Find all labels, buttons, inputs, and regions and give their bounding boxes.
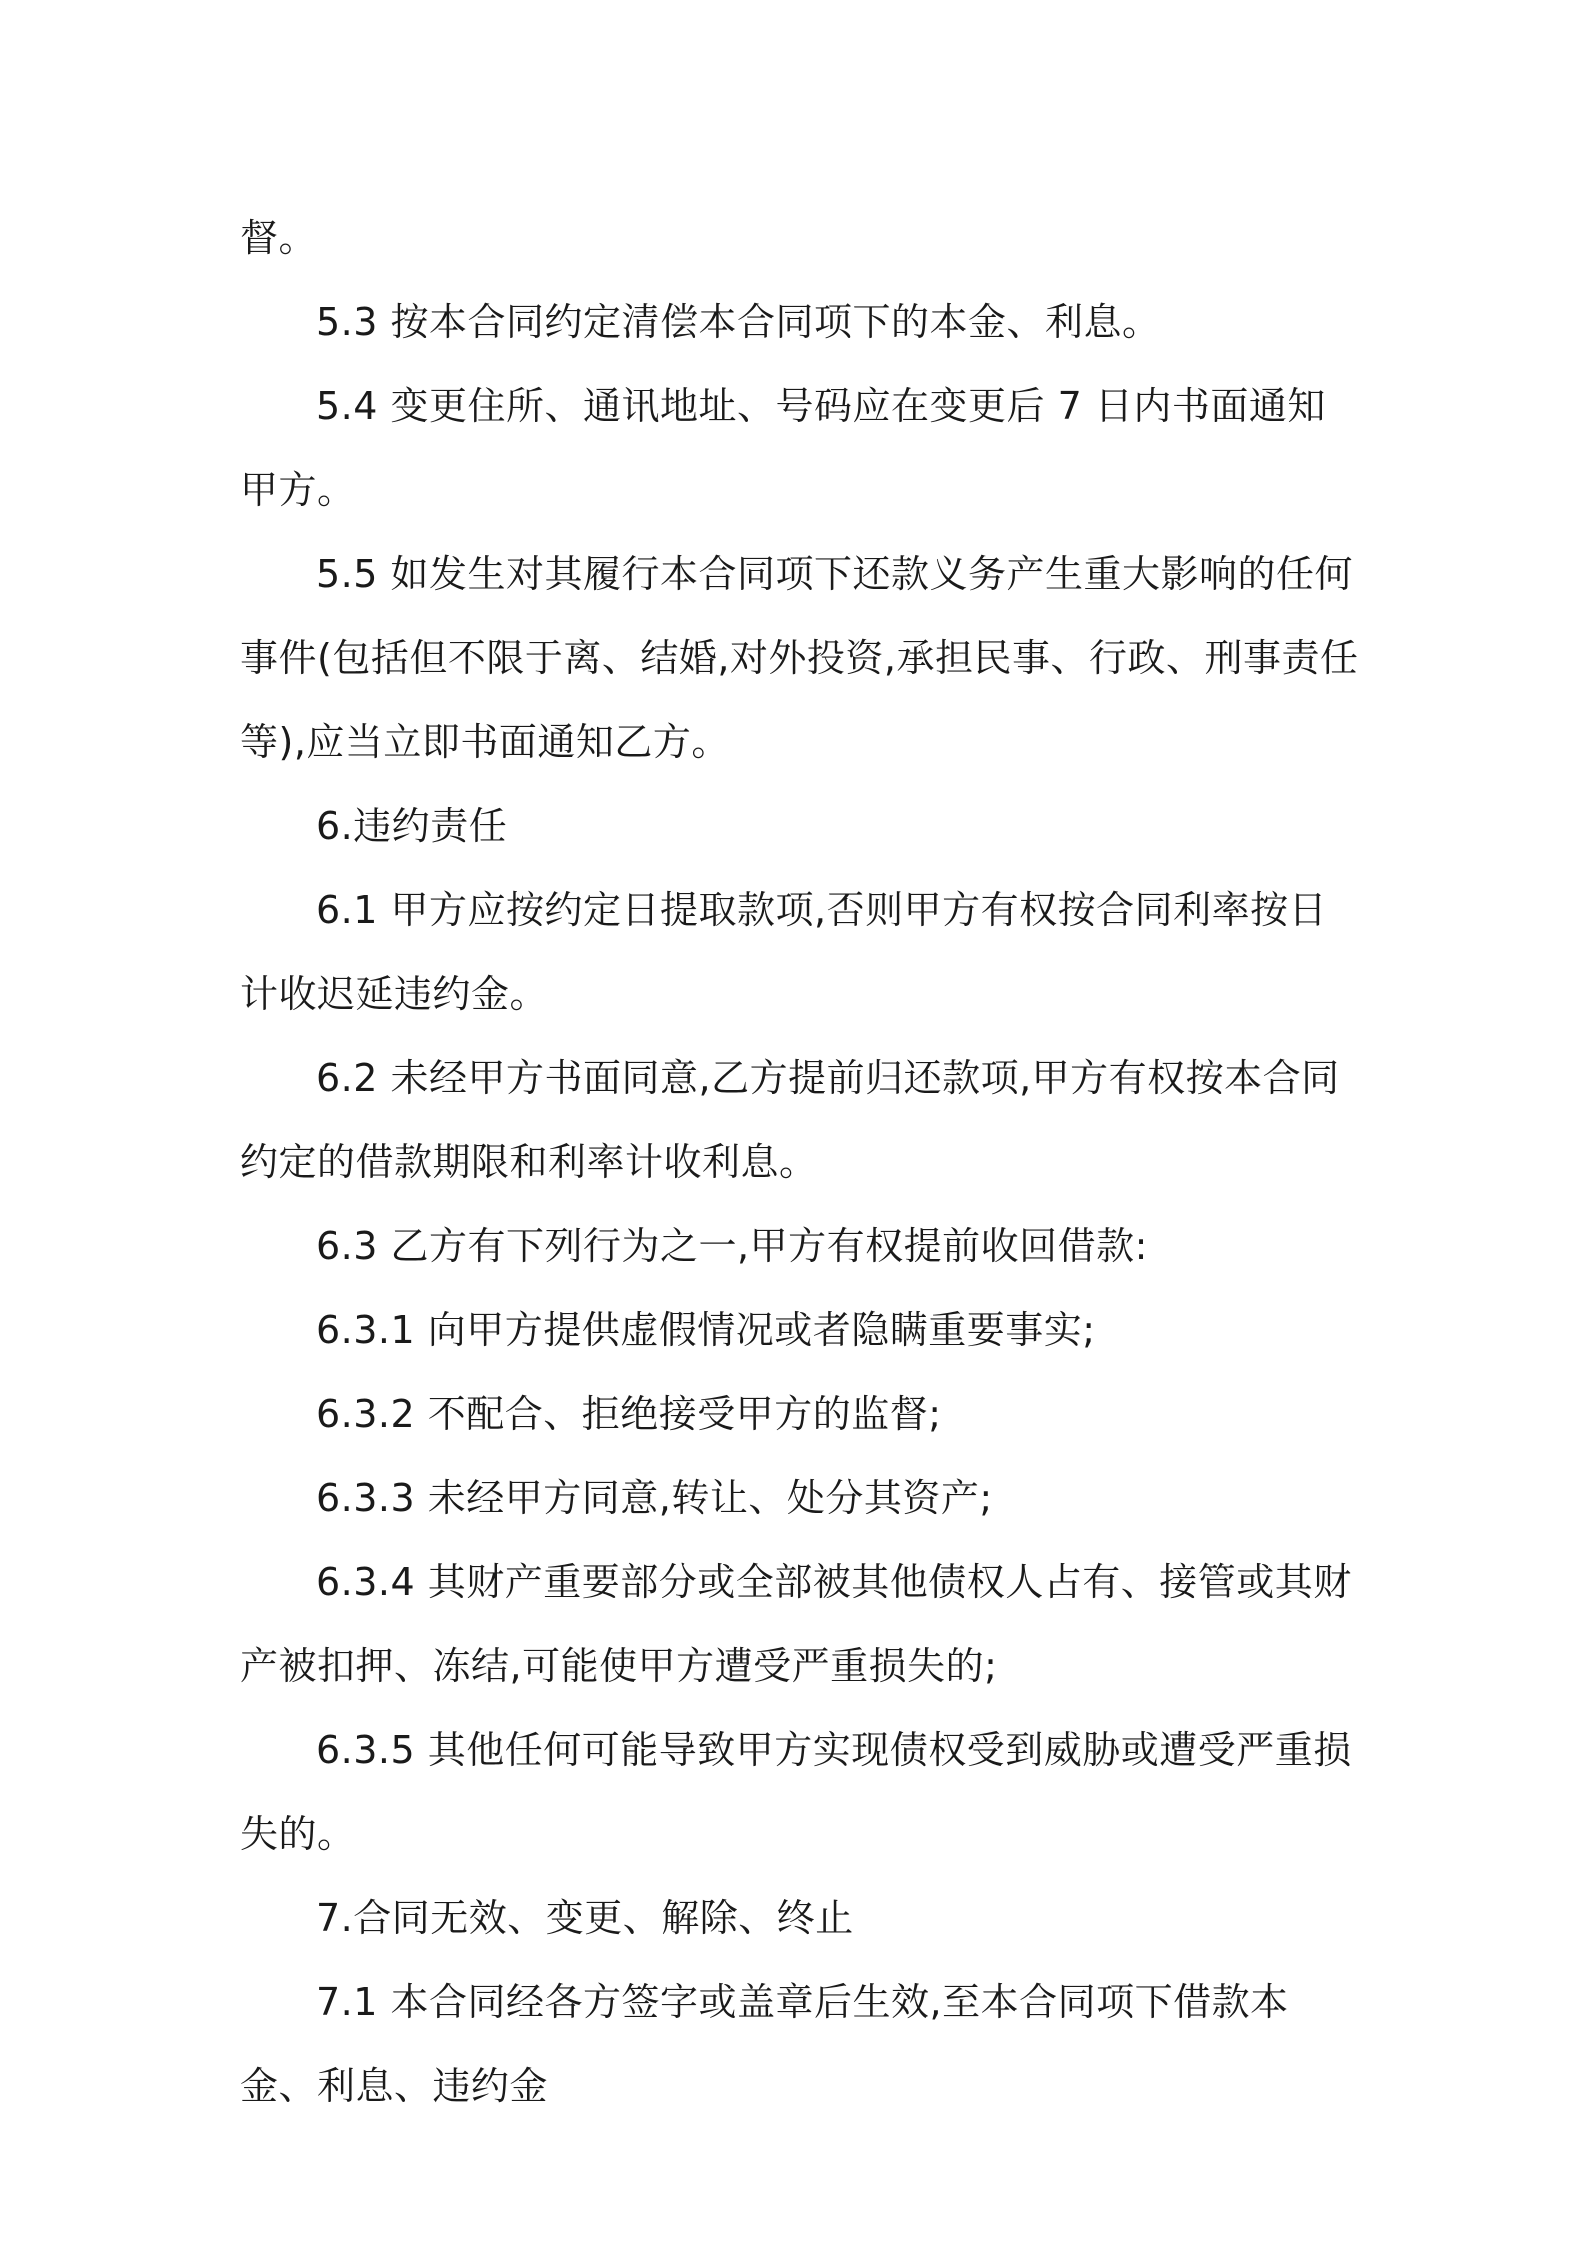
- clause-6-3-3: 6.3.3 未经甲方同意,转让、处分其资产;: [316, 1476, 993, 1520]
- paragraph-continuation: 督。: [240, 216, 318, 260]
- clause-5-3: 5.3 按本合同约定清偿本合同项下的本金、利息。: [316, 300, 1161, 344]
- clause-6-3-2: 6.3.2 不配合、拒绝接受甲方的监督;: [316, 1392, 942, 1436]
- clause-5-5: 5.5 如发生对其履行本合同项下还款义务产生重大影响的任何事件(包括但不限于离、结婚,对外投资,承担民事、行政、刑事责任等),应当立即书面通知乙方。: [240, 552, 1359, 764]
- clause-6-3: 6.3 乙方有下列行为之一,甲方有权提前收回借款:: [316, 1224, 1148, 1268]
- clause-6-2: 6.2 未经甲方书面同意,乙方提前归还款项,甲方有权按本合同约定的借款期限和利率计收利息。: [240, 1056, 1340, 1184]
- clause-5-4: 5.4 变更住所、通讯地址、号码应在变更后 7 日内书面通知甲方。: [240, 384, 1326, 512]
- clause-6-1: 6.1 甲方应按约定日提取款项,否则甲方有权按合同利率按日计收迟延违约金。: [240, 888, 1328, 1016]
- clause-7-1: 7.1 本合同经各方签字或盖章后生效,至本合同项下借款本金、利息、违约金: [240, 1980, 1289, 2108]
- section-heading-6: 6.违约责任: [316, 804, 508, 848]
- clause-6-3-4: 6.3.4 其财产重要部分或全部被其他债权人占有、接管或其财产被扣押、冻结,可能使甲方遭受严重损失的;: [240, 1560, 1352, 1688]
- document-body: [240, 196, 1360, 2128]
- clause-6-3-1: 6.3.1 向甲方提供虚假情况或者隐瞒重要事实;: [316, 1308, 1096, 1352]
- clause-6-3-5: 6.3.5 其他任何可能导致甲方实现债权受到威胁或遭受严重损失的。: [240, 1728, 1352, 1856]
- section-heading-7: 7.合同无效、变更、解除、终止: [316, 1896, 854, 1940]
